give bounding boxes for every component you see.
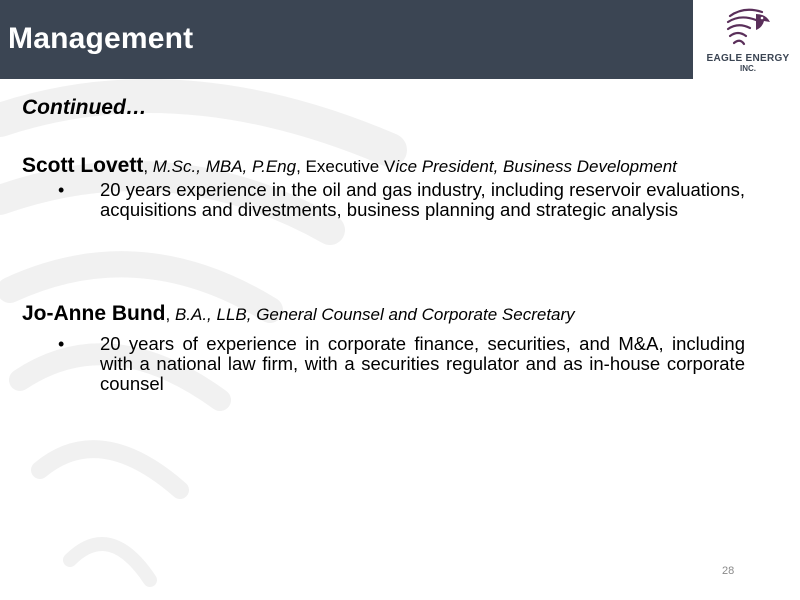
logo-company-name: EAGLE ENERGY xyxy=(706,53,790,64)
header-bar xyxy=(0,0,693,79)
list-item xyxy=(22,334,745,394)
person-entry xyxy=(22,155,745,220)
separator: , xyxy=(165,305,175,324)
bullet-marker: • xyxy=(58,334,65,354)
person-heading xyxy=(22,155,745,178)
bullet-marker: • xyxy=(58,180,65,200)
person-name: Scott Lovett xyxy=(22,154,144,177)
person-credentials: M.Sc., MBA, P.Eng xyxy=(152,157,297,176)
bullet-text: 20 years of experience in corporate finance, securities, and M&A, including with a national law firm, with a securities regulator and as in-house corporate counsel xyxy=(100,333,745,394)
person-title: Executive V xyxy=(305,157,396,176)
person-credentials: B.A., LLB, General Counsel and Corporate Secretary xyxy=(174,305,575,324)
person-name: Jo-Anne Bund xyxy=(22,302,166,325)
separator: , xyxy=(296,157,306,176)
logo-company-suffix: INC. xyxy=(740,64,756,73)
list-item xyxy=(22,180,745,220)
person-heading xyxy=(22,303,745,326)
page-title: Management xyxy=(8,22,194,55)
section-subtitle: Continued… xyxy=(22,96,147,119)
person-entry xyxy=(22,303,745,394)
page-number: 28 xyxy=(722,565,735,577)
bullet-text: 20 years experience in the oil and gas industry, including reservoir evaluations, acquisitions and divestments, business planning and strategic analysis xyxy=(100,179,745,220)
separator: , xyxy=(143,157,153,176)
person-title: ice President, Business Development xyxy=(395,157,677,176)
